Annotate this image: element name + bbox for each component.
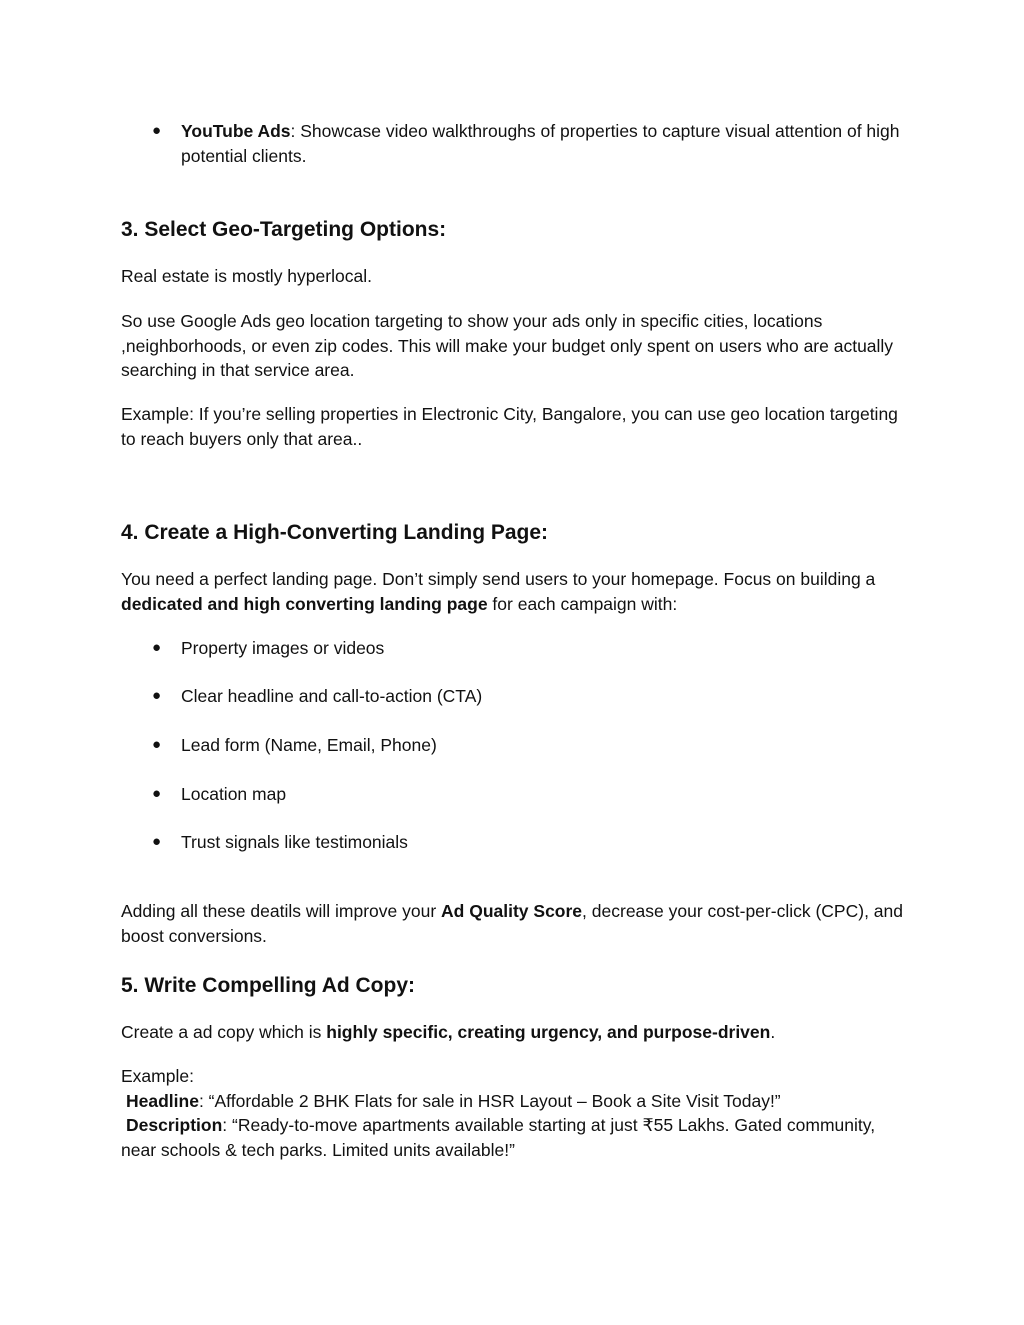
youtube-ads-list-item: [181, 119, 906, 168]
section-3-paragraph-1: Real estate is mostly hyperlocal.: [121, 266, 372, 286]
bullet-marker: ●: [152, 785, 162, 802]
example-label: Example:: [121, 1066, 194, 1086]
section-3-heading: 3. Select Geo-Targeting Options:: [121, 218, 447, 241]
section-3-paragraph-2: So use Google Ads geo location targeting to show your ads only in specific cities, locations ,neighborhoods, or even zip codes. This will make your budget only spent on users who are actually searching in that service area.: [121, 311, 894, 380]
youtube-ads-label: YouTube Ads: [181, 121, 291, 141]
example-headline: [121, 1089, 906, 1114]
section-5-p1-bold: highly specific, creating urgency, and purpose-driven: [326, 1022, 771, 1042]
section-4-heading: 4. Create a High-Converting Landing Page:: [121, 521, 549, 544]
section-5-p1-text: Create a ad copy which is: [121, 1022, 327, 1042]
youtube-ads-text: : Showcase video walkthroughs of properties to capture visual attention of high potential clients.: [181, 121, 900, 166]
bullet-marker: ●: [152, 687, 162, 704]
section-4-outro: [121, 899, 906, 948]
list-item: Property images or videos: [181, 638, 385, 658]
section-4-intro: [121, 567, 906, 616]
section-5-paragraph-1: [121, 1020, 906, 1045]
example-description: [121, 1113, 906, 1162]
section-5-p1-tail: .: [770, 1022, 776, 1042]
section-4-intro-tail: for each campaign with:: [487, 593, 678, 614]
list-item: Location map: [181, 784, 287, 804]
section-4-outro-tail: , decrease your cost-per-click (CPC), and boost conversions.: [121, 901, 903, 946]
section-4-outro-text: Adding all these deatils will improve your: [121, 901, 442, 921]
section-4-intro-text: You need a perfect landing page. Don’t simply send users to your homepage. Focus on building a: [121, 569, 876, 589]
description-label: Description: [126, 1115, 223, 1135]
section-5-heading: 5. Write Compelling Ad Copy:: [121, 974, 416, 997]
section-4-intro-bold: dedicated and high converting landing page: [121, 593, 488, 614]
bullet-marker: ●: [152, 122, 162, 139]
description-text: : “Ready-to-move apartments available starting at just ₹55 Lakhs. Gated community, near schools & tech parks. Limited units available!”: [121, 1115, 876, 1160]
headline-text: : “Affordable 2 BHK Flats for sale in HSR Layout – Book a Site Visit Today!”: [198, 1091, 781, 1111]
list-item: Lead form (Name, Email, Phone): [181, 735, 437, 755]
list-item: Clear headline and call-to-action (CTA): [181, 686, 483, 706]
headline-label: Headline: [126, 1091, 199, 1111]
bullet-marker: ●: [152, 736, 162, 753]
list-item: Trust signals like testimonials: [181, 832, 408, 852]
bullet-marker: ●: [152, 639, 162, 656]
section-3-paragraph-3: Example: If you’re selling properties in Electronic City, Bangalore, you can use geo location targeting to reach buyers only that area..: [121, 404, 898, 449]
bullet-marker: ●: [152, 833, 162, 850]
ad-quality-score-bold: Ad Quality Score: [441, 901, 583, 921]
